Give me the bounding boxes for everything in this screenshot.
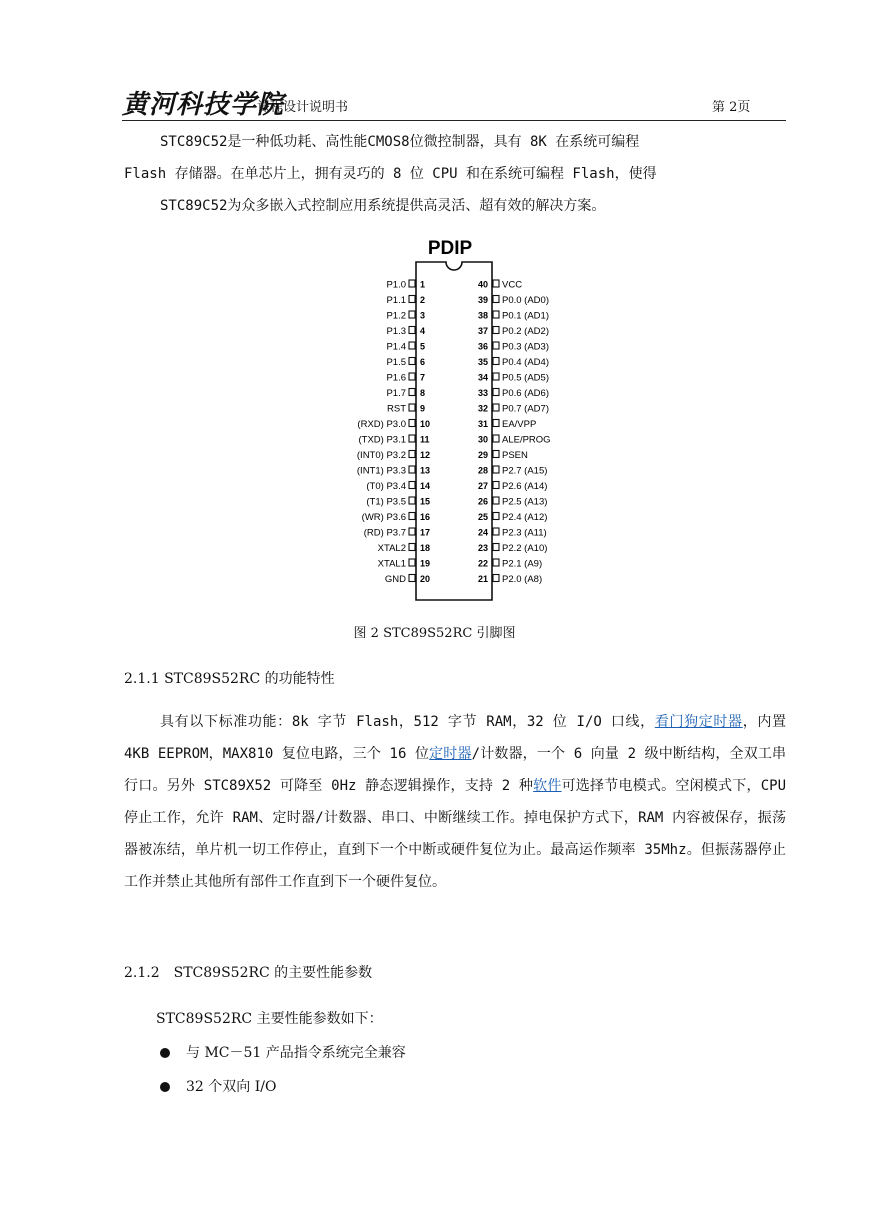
pin-label: P2.1 (A9) [502, 558, 543, 570]
section-heading-2-1-2: 2.1.2 STC89S52RC 的主要性能参数 [124, 965, 373, 981]
bullet-dot-icon [160, 1082, 170, 1092]
pin-row-left [386, 373, 425, 384]
pin-square-icon [409, 296, 415, 303]
pin-label: (T0) P3.4 [366, 481, 406, 492]
pin-row-left [386, 326, 425, 337]
pin-number: 28 [477, 465, 488, 476]
pin-number: 7 [420, 372, 426, 383]
pin-square-icon [409, 528, 415, 535]
institution-logo: 黄河科技学院 [122, 90, 285, 120]
pin-row-right [478, 512, 547, 523]
pin-number: 27 [477, 481, 488, 491]
pin-row-left [357, 419, 430, 430]
pin-row-right [478, 388, 549, 399]
pinout-diagram [300, 232, 600, 612]
pin-row-right [478, 559, 542, 570]
pin-label: (TXD) P3.1 [358, 434, 406, 446]
pin-row-left [385, 574, 430, 585]
pin-label: RST [387, 403, 406, 415]
pin-label: P1.7 [386, 388, 406, 399]
pin-label: P2.2 (A10) [502, 543, 548, 554]
figure-caption: 图 2 STC89S52RC 引脚图 [353, 626, 516, 641]
pin-label: P0.5 (AD5) [502, 372, 549, 384]
pin-label: P0.3 (AD3) [502, 341, 549, 353]
pin-square-icon [493, 389, 499, 396]
pin-number: 4 [420, 326, 426, 336]
pin-number: 13 [420, 465, 431, 476]
pin-row-left [378, 543, 430, 554]
pin-label: P2.3 (A11) [502, 527, 547, 539]
pin-number: 23 [477, 543, 488, 553]
pin-square-icon [493, 358, 499, 365]
pin-number: 39 [477, 295, 488, 305]
pin-number: 10 [420, 419, 431, 429]
pin-square-icon [493, 342, 499, 349]
pin-row-left [386, 342, 425, 353]
pin-square-icon [409, 327, 415, 334]
pin-label: P1.5 [386, 357, 406, 368]
pin-number: 21 [477, 574, 488, 584]
pin-label: EA/VPP [502, 419, 537, 430]
pin-square-icon [493, 544, 499, 551]
pin-label: (RXD) P3.0 [357, 419, 406, 430]
pin-number: 32 [477, 403, 488, 414]
pin-label: (INT1) P3.3 [356, 465, 406, 477]
pin-row-left [364, 528, 430, 539]
pin-square-icon [493, 420, 499, 427]
pin-row-right [478, 528, 547, 539]
pin-row-right [478, 357, 549, 368]
pin-label: P2.4 (A12) [502, 512, 548, 523]
pin-row-left [386, 280, 425, 291]
pin-row-right [478, 574, 542, 585]
pin-number: 15 [420, 496, 431, 507]
pin-row-right [478, 311, 549, 322]
pin-square-icon [409, 544, 415, 551]
pin-number: 9 [420, 403, 426, 414]
pin-label: ALE/PROG [502, 434, 551, 446]
pin-row-left [386, 295, 425, 306]
pin-row-right [478, 404, 549, 415]
pin-row-right [478, 373, 549, 384]
pin-row-right [478, 450, 528, 461]
pinout-figure [300, 232, 600, 612]
pin-label: P2.6 (A14) [502, 481, 548, 492]
pin-row-left [386, 311, 425, 322]
software-link[interactable]: 软件 [533, 778, 562, 794]
pin-row-left [358, 435, 429, 446]
pin-square-icon [409, 451, 415, 458]
pin-number: 36 [477, 341, 488, 352]
pin-row-left [386, 388, 425, 399]
pin-square-icon [409, 280, 415, 287]
pin-number: 24 [477, 527, 488, 538]
pin-label: (WR) P3.6 [361, 512, 406, 523]
pin-label: (T1) P3.5 [366, 496, 406, 508]
pin-number: 8 [420, 388, 426, 398]
pin-square-icon [493, 559, 499, 566]
pin-square-icon [493, 513, 499, 520]
pin-number: 33 [477, 388, 488, 398]
features-text-d: 可选择节电模式。空闲模式下，CPU 停止工作，允许 RAM、定时器/计数器、串口、中断继续工作。掉电保护方式下，RAM 内容被保存，振荡器被冻结，单片机一切工作停止，直到下一个中断或硬件复位为止。最高运作频率 35Mhz。但振荡器停止工作并禁止其他所有部件工作直到下一个硬件复位。 [124, 778, 786, 890]
pin-label: PSEN [502, 450, 528, 461]
bullet-item [160, 1076, 276, 1096]
pin-label: VCC [502, 279, 523, 291]
pin-square-icon [409, 575, 415, 582]
pin-number: 25 [477, 512, 488, 522]
pin-label: P0.7 (AD7) [502, 403, 549, 415]
pin-number: 5 [420, 341, 426, 352]
pin-number: 3 [420, 310, 426, 321]
pin-square-icon [493, 373, 499, 380]
package-label: PDIP [427, 238, 473, 259]
pin-square-icon [493, 296, 499, 303]
watchdog-timer-link[interactable]: 看门狗定时器 [654, 714, 743, 730]
pin-label: P2.7 (A15) [502, 465, 548, 477]
pin-square-icon [493, 435, 499, 442]
bullet-item [160, 1042, 406, 1062]
pin-label: P0.0 (AD0) [502, 295, 549, 306]
intro-line-1: STC89C52是一种低功耗、高性能CMOS8位微控制器，具有 8K 在系统可编程 [160, 134, 640, 150]
pin-square-icon [493, 575, 499, 582]
pin-square-icon [493, 327, 499, 334]
pin-row-right [478, 326, 549, 337]
pin-label: GND [384, 574, 406, 585]
pin-number: 26 [477, 496, 488, 507]
pin-number: 31 [477, 419, 488, 429]
pin-number: 19 [420, 558, 431, 569]
pin-label: XTAL2 [377, 543, 406, 554]
pin-label: (INT0) P3.2 [356, 450, 406, 461]
pin-label: P1.6 [386, 372, 406, 384]
pin-square-icon [493, 497, 499, 504]
pin-square-icon [409, 513, 415, 520]
pin-row-right [478, 435, 551, 446]
pin-number: 30 [477, 434, 488, 445]
header-divider [122, 120, 786, 121]
pin-square-icon [409, 482, 415, 489]
pin-square-icon [493, 482, 499, 489]
pin-label: P1.2 [386, 310, 406, 322]
features-text-b: ，内置 4KB EEPROM，MAX810 复位电路，三个 16 位 [124, 714, 787, 762]
pin-square-icon [409, 466, 415, 473]
pin-number: 17 [420, 527, 431, 538]
timer-link[interactable]: 定时器 [429, 746, 472, 762]
pin-square-icon [493, 404, 499, 411]
pin-row-right [478, 481, 547, 492]
pin-number: 2 [420, 295, 426, 305]
bullet-text: 32 个双向 I/O [186, 1079, 277, 1095]
pin-number: 34 [477, 372, 488, 383]
pin-label: P2.0 (A8) [502, 574, 543, 585]
pin-row-left [366, 481, 430, 492]
pin-label: P2.5 (A13) [502, 496, 548, 508]
pin-label: XTAL1 [377, 558, 406, 570]
pin-label: (RD) P3.7 [363, 527, 406, 539]
pin-square-icon [493, 451, 499, 458]
pin-number: 40 [477, 279, 488, 290]
pin-number: 37 [477, 326, 488, 336]
pin-number: 35 [477, 357, 488, 367]
pin-number: 18 [420, 543, 431, 553]
pin-label: P1.1 [386, 295, 406, 306]
pin-row-left [362, 512, 430, 523]
pin-number: 20 [420, 574, 431, 584]
pin-row-left [366, 497, 430, 508]
pin-row-right [478, 419, 536, 430]
left-pin-column [357, 280, 430, 586]
bullet-text: 与 MC－51 产品指令系统完全兼容 [186, 1045, 406, 1061]
pin-label: P0.1 (AD1) [502, 310, 549, 322]
pin-row-right [478, 342, 549, 353]
pin-square-icon [409, 420, 415, 427]
pin-number: 14 [420, 481, 431, 491]
pin-square-icon [493, 466, 499, 473]
pin-number: 29 [477, 450, 488, 460]
pin-number: 1 [420, 279, 426, 290]
pin-row-left [357, 466, 430, 477]
pin-row-left [386, 357, 425, 368]
pin-square-icon [493, 528, 499, 535]
pin-square-icon [493, 311, 499, 318]
pin-square-icon [409, 342, 415, 349]
bullet-dot-icon [160, 1048, 170, 1058]
pin-square-icon [409, 559, 415, 566]
pin-number: 16 [420, 512, 431, 522]
right-pin-column [478, 280, 551, 586]
pin-label: P0.6 (AD6) [502, 388, 549, 399]
pin-square-icon [409, 389, 415, 396]
pin-row-left [378, 559, 430, 570]
pin-square-icon [409, 435, 415, 442]
features-text-a: 具有以下标准功能：8k 字节 Flash，512 字节 RAM，32 位 I/O 口线， [160, 714, 655, 730]
pin-row-right [478, 543, 547, 554]
page-number: 第 2页 [712, 100, 751, 115]
features-paragraph [124, 706, 786, 898]
params-intro: STC89S52RC 主要性能参数如下： [156, 1011, 383, 1027]
intro-line-3: STC89C52为众多嵌入式控制应用系统提供高灵活、超有效的解决方案。 [160, 198, 606, 214]
pin-row-right [478, 497, 547, 508]
pin-row-left [387, 404, 425, 415]
pin-label: P1.0 [386, 279, 406, 291]
features-text-c: /计数器，一个 6 向量 2 级中断结构，全双工串行口。另外 STC89X52 可降至 0Hz 静态逻辑操作，支持 2 种 [124, 746, 787, 794]
pin-row-left [357, 450, 430, 461]
pin-number: 11 [420, 434, 430, 445]
pin-number: 6 [420, 357, 426, 367]
pin-row-right [478, 295, 549, 306]
pin-row-right [478, 466, 547, 477]
intro-paragraph [124, 126, 786, 222]
pin-square-icon [493, 280, 499, 287]
pin-label: P1.4 [386, 341, 406, 353]
section-heading-2-1-1: 2.1.1 STC89S52RC 的功能特性 [124, 671, 335, 687]
features-text [124, 706, 786, 898]
pin-square-icon [409, 497, 415, 504]
document-type: 课程设计说明书 [257, 100, 349, 115]
pin-square-icon [409, 404, 415, 411]
pin-label: P0.4 (AD4) [502, 357, 549, 368]
pin-row-right [478, 280, 522, 291]
pin-number: 38 [477, 310, 488, 321]
pin-label: P1.3 [386, 326, 406, 337]
pin-label: P0.2 (AD2) [502, 326, 549, 337]
pin-square-icon [409, 311, 415, 318]
pin-square-icon [409, 358, 415, 365]
pin-number: 22 [477, 558, 488, 569]
pin-square-icon [409, 373, 415, 380]
pin-number: 12 [420, 450, 431, 460]
intro-line-2: Flash 存储器。在单芯片上，拥有灵巧的 8 位 CPU 和在系统可编程 Flash，使得 [124, 166, 657, 182]
